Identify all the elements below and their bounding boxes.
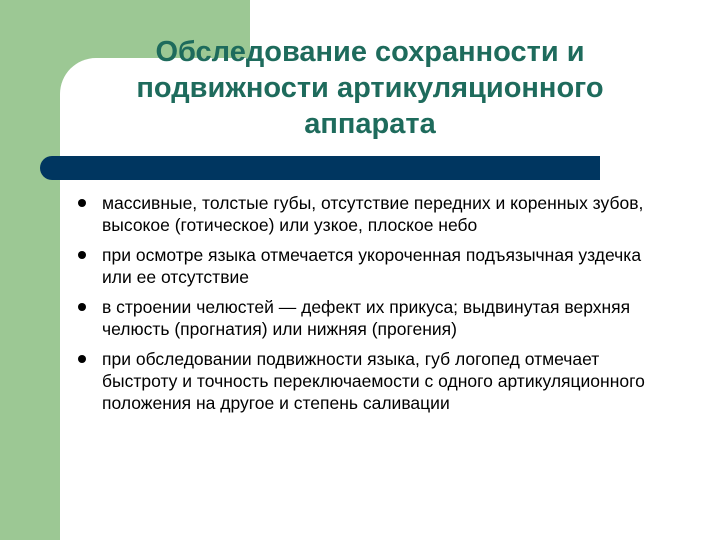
title-underline-bar-right: [300, 156, 600, 180]
bullet-item: [78, 348, 668, 414]
bullet-item: [78, 244, 668, 288]
bullet-text: при осмотре языка отмечается укороченная подъязычная уздечка или ее отсутствие: [102, 245, 642, 287]
bullet-text: в строении челюстей — дефект их прикуса; выдвинутая верхняя челюсть (прогнатия) или нижняя (прогения): [102, 297, 631, 339]
bullet-item: [78, 296, 668, 340]
bullet-list: [78, 192, 668, 422]
title-underline-bar: [40, 156, 320, 180]
bullet-dot-icon: [78, 355, 86, 363]
bullet-text: при обследовании подвижности языка, губ логопед отмечает быстроту и точность переключаемости с одного артикуляционного положения на другое и степень саливации: [102, 349, 645, 413]
bullet-item: [78, 192, 668, 236]
slide-title: Обследование сохранности и подвижности артикуляционного аппарата: [136, 36, 604, 140]
bullet-text: массивные, толстые губы, отсутствие передних и коренных зубов, высокое (готическое) или узкое, плоское небо: [102, 193, 644, 235]
bullet-dot-icon: [78, 199, 86, 207]
bullet-dot-icon: [78, 251, 86, 259]
bullet-dot-icon: [78, 303, 86, 311]
